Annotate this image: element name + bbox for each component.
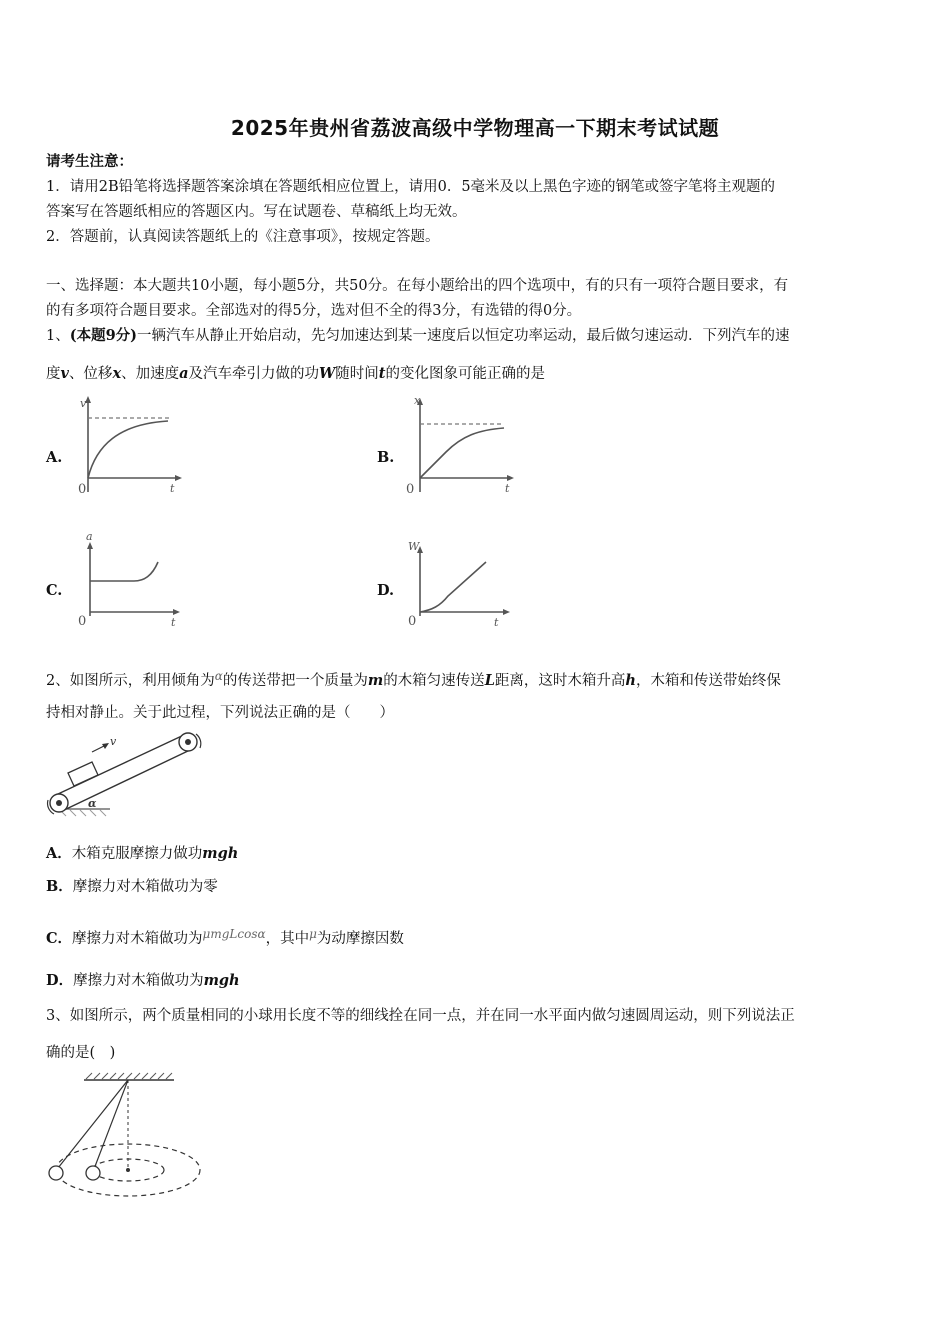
q1-option-a-label: A. <box>46 449 63 466</box>
q1-var-v: v <box>60 365 69 382</box>
graph-c-y-arrow <box>87 542 93 549</box>
upper-pulley-axle <box>185 739 191 745</box>
q1-text-f: 的变化图象可能正确的是 <box>385 366 545 382</box>
q1-text-c: 、加速度 <box>121 366 180 382</box>
conveyor-belt-figure <box>44 730 214 815</box>
q2-option-b-text: 摩擦力对木箱做功为零 <box>72 879 218 895</box>
graph-c-curve <box>90 562 158 581</box>
q1-text-d: 及汽车牵引力做的功 <box>188 366 319 382</box>
q2-option-d-text: 摩擦力对木箱做功为 <box>73 973 204 989</box>
outer-ball <box>49 1166 63 1180</box>
inner-ball <box>86 1166 100 1180</box>
q2-text-d: 距离，这时木箱升高 <box>494 673 626 689</box>
section-1-line-1: 一、选择题：本大题共10小题，每小题5分，共50分。在每小题给出的四个选项中，有的只有一项符合题目要求，有 <box>46 278 789 294</box>
orbit-center <box>126 1168 130 1172</box>
question-1-tag: (本题9分) <box>69 327 138 344</box>
short-string <box>94 1080 128 1169</box>
q2-option-c-mu: μ <box>309 927 317 941</box>
q1-var-x: x <box>112 365 122 382</box>
question-3-line-2: 确的是( ) <box>46 1045 116 1061</box>
q2-var-L: L <box>484 672 495 689</box>
q1-option-d-label: D. <box>377 582 395 599</box>
wooden-box <box>68 762 98 786</box>
q2-option-b-label: B． <box>46 878 73 895</box>
q2-text-a: 2、如图所示，利用倾角为 <box>46 673 215 689</box>
graph-d-w-t <box>402 528 522 638</box>
q2-option-d-label: D． <box>46 972 74 989</box>
graph-d-curve <box>420 562 486 612</box>
section-1-line-2: 的有多项符合题目要求。全部选对的得5分，选对但不全的得3分，有选错的得0分。 <box>46 303 582 319</box>
q1-text-a: 度 <box>46 366 61 382</box>
q2-option-a-label: A． <box>46 845 72 862</box>
lower-pulley-axle <box>56 800 62 806</box>
q2-var-alpha: α <box>214 669 223 683</box>
question-2-line-1 <box>46 666 781 691</box>
q2-option-d <box>46 971 240 991</box>
question-1-line-1 <box>46 326 790 346</box>
graph-d-y-label: W <box>408 540 420 553</box>
q2-option-a-text: 木箱克服摩擦力做功 <box>71 846 203 862</box>
graph-a-origin: 0 <box>78 482 87 497</box>
question-2-line-2: 持相对静止。关于此过程，下列说法正确的是（ ） <box>46 705 394 721</box>
q2-text-b: 的传送带把一个质量为 <box>222 673 368 689</box>
q1-text-b: 、位移 <box>68 366 113 382</box>
graph-d-origin: 0 <box>408 614 417 629</box>
q2-option-c-end: 为动摩擦因数 <box>316 931 404 947</box>
q2-option-c-text: 摩擦力对木箱做功为 <box>72 931 203 947</box>
q2-option-b <box>46 877 218 897</box>
question-1-line-2 <box>46 364 545 384</box>
q1-option-c-label: C. <box>46 582 63 599</box>
q2-option-d-expr: mgh <box>203 972 240 989</box>
q1-var-W: W <box>319 365 336 382</box>
q2-option-c-expr: μmgLcosα <box>202 927 266 941</box>
question-1-number: 1、 <box>46 328 70 344</box>
graph-a-x-label: t <box>170 482 175 495</box>
graph-a-y-label: v <box>80 397 87 410</box>
graph-b-x-arrow <box>507 475 514 481</box>
ground-hatch <box>100 810 106 816</box>
graph-c-a-t <box>72 528 192 638</box>
graph-a-v-t <box>70 392 190 502</box>
q2-option-c-mid: ，其中 <box>265 931 310 947</box>
graph-c-origin: 0 <box>78 614 87 629</box>
question-3-line-1: 3、如图所示，两个质量相同的小球用长度不等的细线拴在同一点，并在同一水平面内做匀速圆周运动，则下列说法正 <box>46 1008 795 1024</box>
graph-b-x-label: t <box>505 482 510 495</box>
q2-option-c <box>46 924 404 949</box>
graph-d-x-arrow <box>503 609 510 615</box>
q1-text-e: 随时间 <box>335 366 379 382</box>
graph-b-curve <box>420 428 504 478</box>
q2-option-a <box>46 844 238 864</box>
question-1-text: 一辆汽车从静止开始启动，先匀加速达到某一速度后以恒定功率运动，最后做匀速运动．下列汽车的速 <box>137 328 790 344</box>
notice-item-2: 2．答题前，认真阅读答题纸上的《注意事项》，按规定答题。 <box>46 229 440 245</box>
notice-item-1-line-2: 答案写在答题纸相应的答题区内。写在试题卷、草稿纸上均无效。 <box>46 204 467 220</box>
ground-hatch <box>80 810 86 816</box>
ground-hatch <box>90 810 96 816</box>
page-title: 2025年贵州省荔波高级中学物理高一下期末考试试题 <box>230 116 720 140</box>
q2-var-h: h <box>625 672 636 689</box>
q1-option-b-label: B. <box>377 449 395 466</box>
graph-d-x-label: t <box>494 616 499 629</box>
notice-item-1-line-1: 1．请用2B铅笔将选择题答案涂填在答题纸相应位置上，请用0．5毫米及以上黑色字迹的钢笔或签字笔将主观题的 <box>46 179 776 195</box>
q2-text-c: 的木箱匀速传送 <box>383 673 485 689</box>
ground-hatch <box>70 810 76 816</box>
graph-a-x-arrow <box>175 475 182 481</box>
graph-c-x-label: t <box>171 616 176 629</box>
q2-var-m: m <box>367 672 384 689</box>
q2-text-e: ，木箱和传送带始终保 <box>635 673 781 689</box>
q2-option-c-label: C． <box>46 930 73 947</box>
conical-pendulum-figure <box>42 1072 212 1207</box>
graph-b-y-label: x <box>414 394 421 407</box>
q1-var-a: a <box>179 365 189 382</box>
q2-option-a-expr: mgh <box>202 845 239 862</box>
graph-b-origin: 0 <box>406 482 415 497</box>
graph-a-curve <box>88 421 168 478</box>
ceiling-hatching <box>86 1073 172 1079</box>
angle-label: α <box>88 797 97 810</box>
notice-heading: 请考生注意： <box>46 153 133 170</box>
long-string <box>58 1080 128 1168</box>
graph-c-y-label: a <box>86 530 93 543</box>
q1-var-t: t <box>378 365 386 382</box>
graph-c-x-arrow <box>173 609 180 615</box>
graph-b-x-t <box>402 392 522 502</box>
velocity-label: v <box>110 735 117 748</box>
